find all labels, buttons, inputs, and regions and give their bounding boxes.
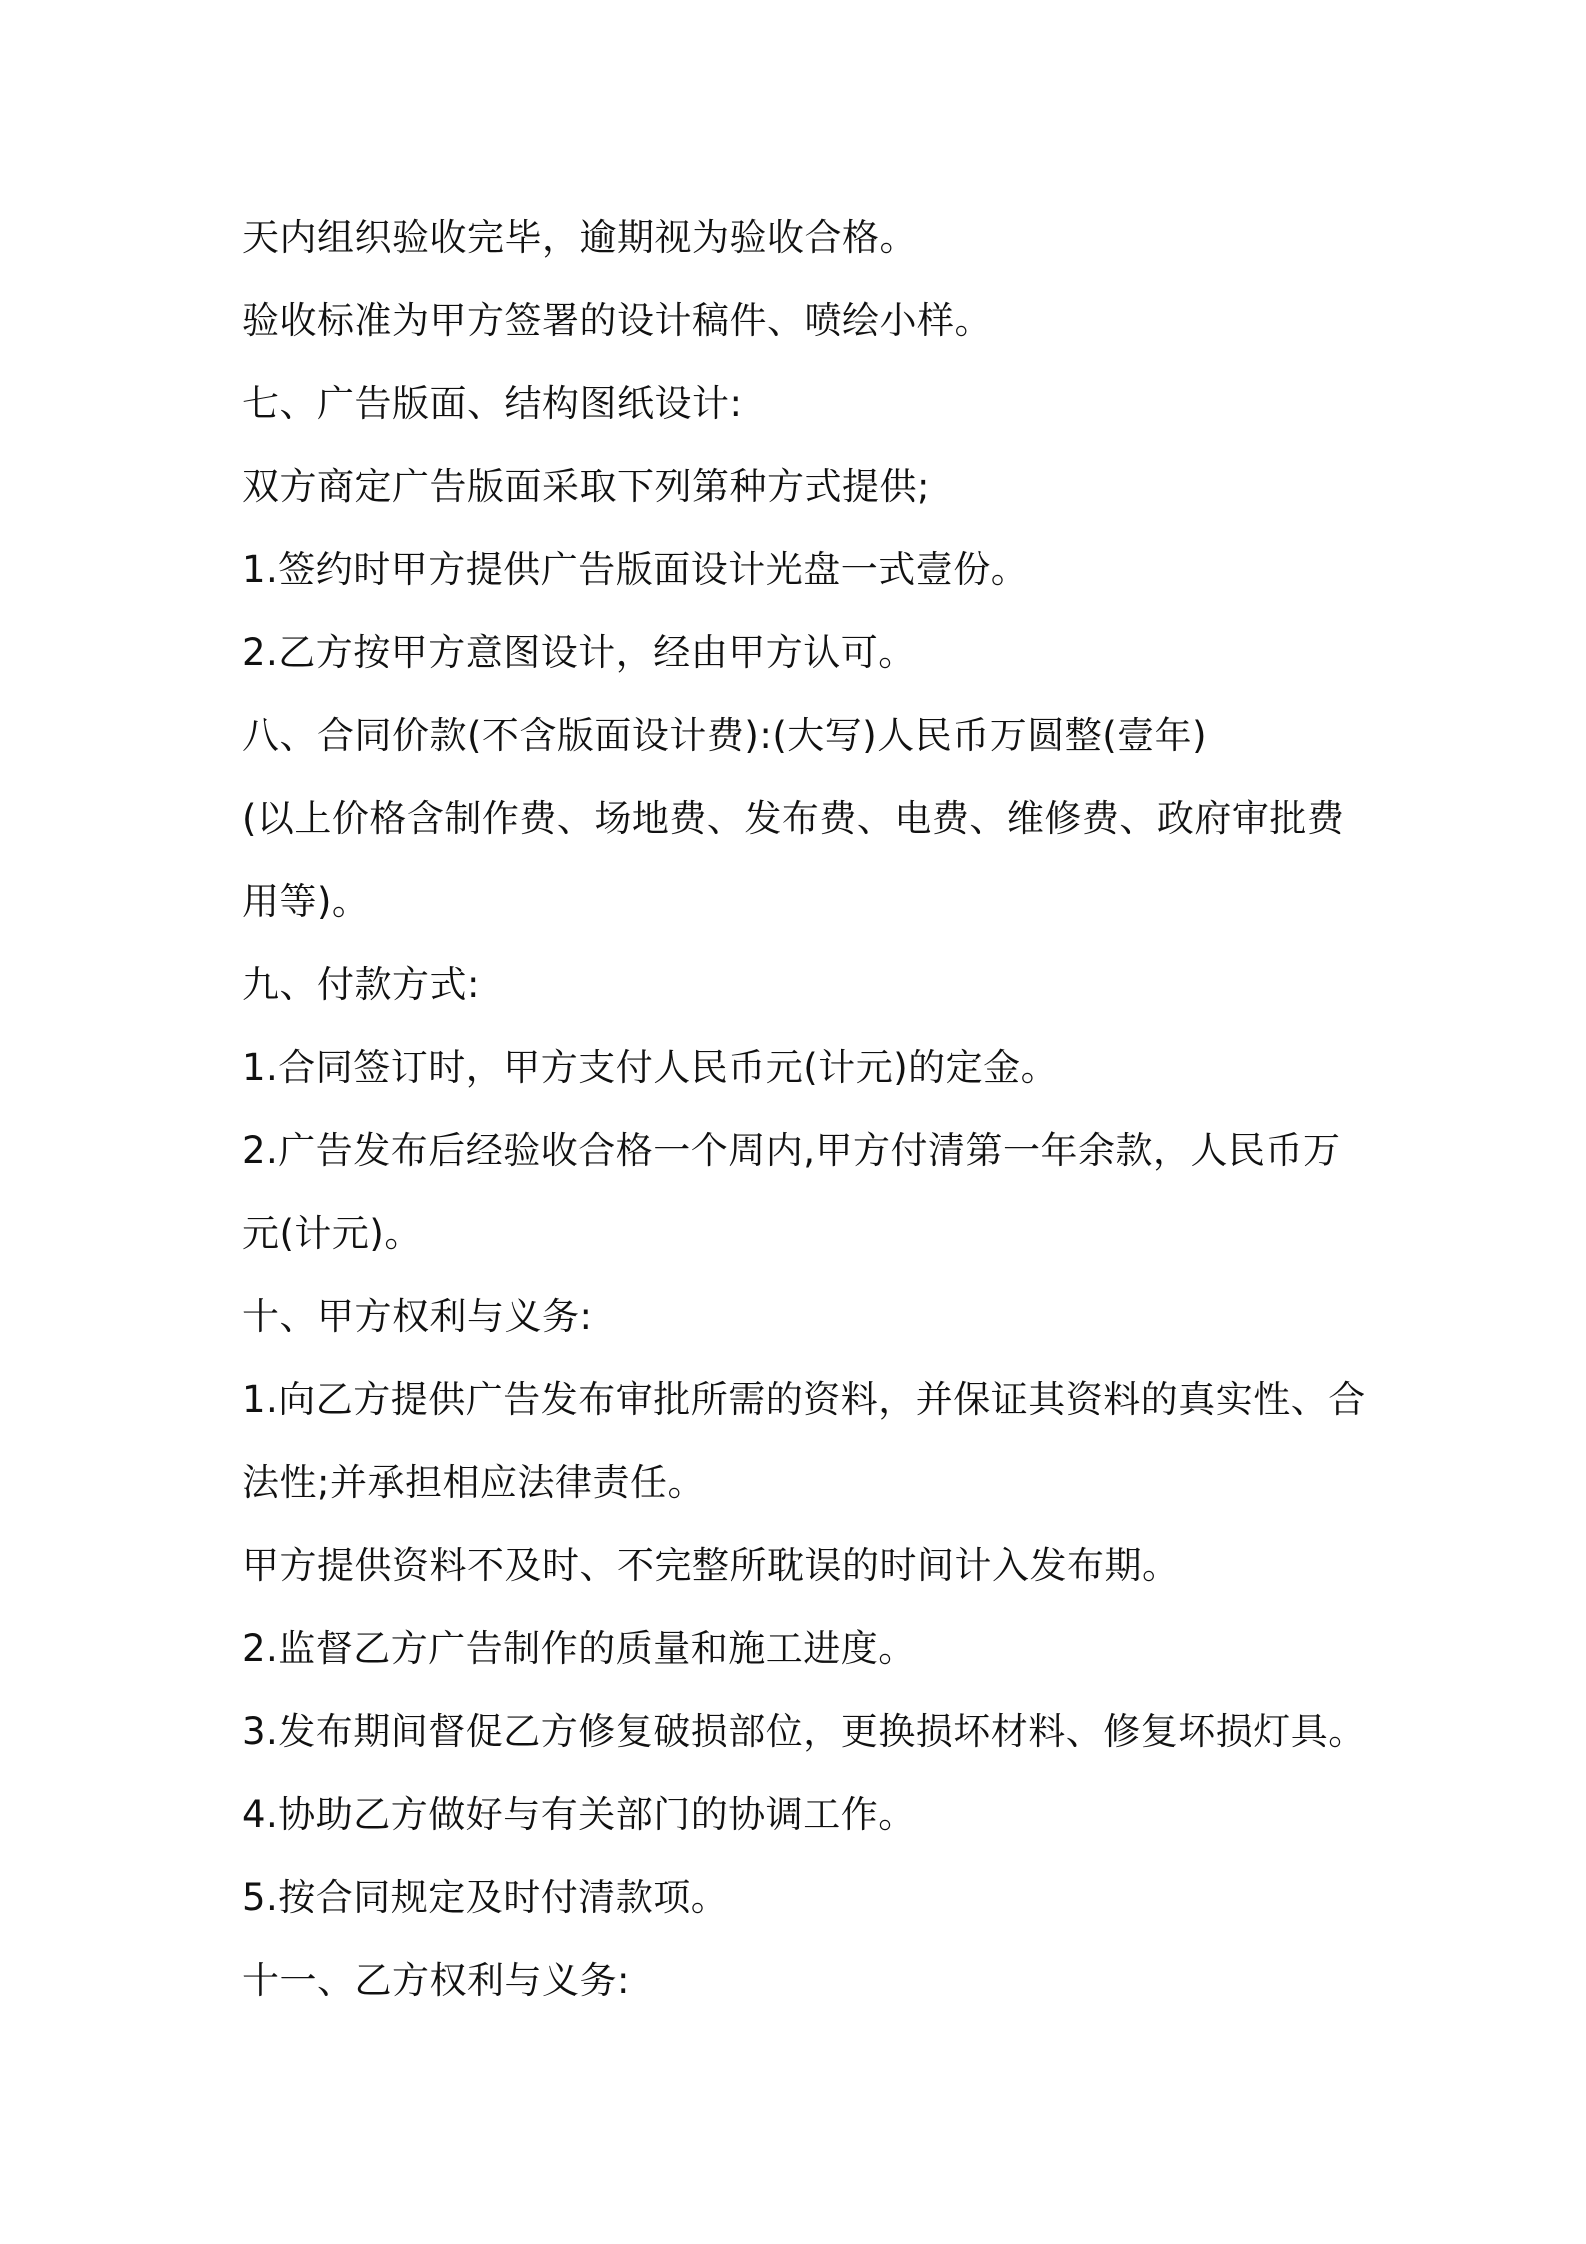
text-line: 用等)。 [242, 880, 370, 923]
text-line: 验收标准为甲方签署的设计稿件、喷绘小样。 [242, 299, 992, 342]
text-line: 3.发布期间督促乙方修复破损部位，更换损坏材料、修复坏损灯具。 [242, 1710, 1366, 1753]
text-line: 元(计元)。 [242, 1212, 422, 1255]
text-line: 甲方提供资料不及时、不完整所耽误的时间计入发布期。 [242, 1544, 1180, 1587]
text-line: 1.合同签订时，甲方支付人民币元(计元)的定金。 [242, 1046, 1059, 1089]
text-line: 5.按合同规定及时付清款项。 [242, 1876, 729, 1919]
document-body [242, 196, 1366, 2022]
section-heading: 七、广告版面、结构图纸设计: [242, 382, 743, 425]
text-line: 双方商定广告版面采取下列第种方式提供; [242, 465, 930, 508]
section-heading: 九、付款方式: [242, 963, 480, 1006]
section-heading: 十一、乙方权利与义务: [242, 1959, 630, 2002]
text-line: 4.协助乙方做好与有关部门的协调工作。 [242, 1793, 916, 1836]
text-line: 2.监督乙方广告制作的质量和施工进度。 [242, 1627, 916, 1670]
text-line: 2.乙方按甲方意图设计，经由甲方认可。 [242, 631, 916, 674]
text-line: 1.向乙方提供广告发布审批所需的资料，并保证其资料的真实性、合 [242, 1378, 1366, 1421]
section-heading: 十、甲方权利与义务: [242, 1295, 593, 1338]
text-line: 天内组织验收完毕，逾期视为验收合格。 [242, 216, 917, 259]
section-heading: 八、合同价款(不含版面设计费):(大写)人民币万圆整(壹年) [242, 714, 1208, 757]
text-line: 法性;并承担相应法律责任。 [242, 1461, 705, 1504]
text-line: (以上价格含制作费、场地费、发布费、电费、维修费、政府审批费 [242, 797, 1345, 840]
text-line: 2.广告发布后经验收合格一个周内,甲方付清第一年余款，人民币万 [242, 1129, 1341, 1172]
text-line: 1.签约时甲方提供广告版面设计光盘一式壹份。 [242, 548, 1029, 591]
